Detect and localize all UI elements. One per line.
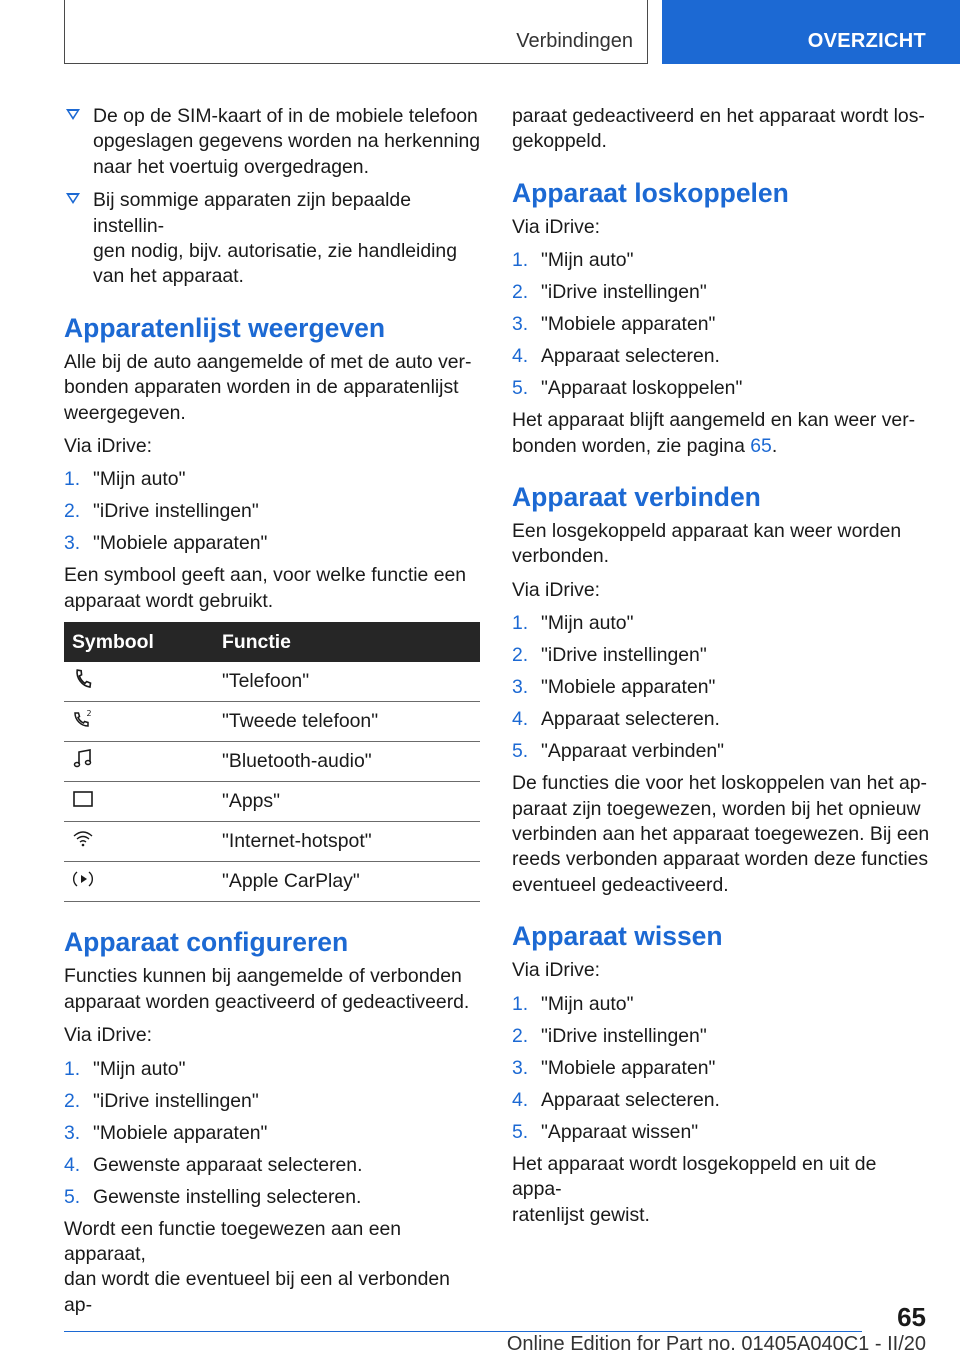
function-cell: "Internet-hotspot" [222, 822, 480, 862]
text-line: De functies die voor het loskoppelen van het ap- [512, 772, 928, 795]
step-number: 2. [512, 644, 529, 667]
music-note-icon [72, 748, 94, 770]
step-number: 5. [64, 1185, 81, 1208]
paragraph [512, 771, 930, 898]
numbered-list [512, 248, 930, 408]
step-number: 2. [512, 281, 529, 304]
step-text: "Mobiele apparaten" [93, 1121, 268, 1144]
table-row [64, 662, 480, 702]
paragraph [64, 350, 482, 426]
list-item [64, 1185, 482, 1217]
paragraph [512, 1152, 930, 1228]
breadcrumb[interactable]: Verbindingen [516, 30, 633, 52]
step-number: 4. [64, 1153, 81, 1176]
text-line: verbonden. [512, 545, 610, 568]
step-number: 3. [512, 1056, 529, 1079]
text-line: Een symbool geeft aan, voor welke functie een [64, 564, 467, 587]
right-column [512, 0, 930, 1236]
wifi-hotspot-icon [72, 828, 94, 850]
function-cell: "Bluetooth-audio" [222, 742, 480, 782]
heading-loskoppelen: Apparaat loskoppelen [512, 177, 789, 208]
table-row [64, 742, 480, 782]
step-number: 3. [64, 1121, 81, 1144]
step-number: 5. [512, 740, 529, 763]
step-text: Gewenste instelling selecteren. [93, 1185, 362, 1208]
function-cell: "Apps" [222, 782, 480, 822]
text-line: dan wordt die eventueel bij een al verbonden ap- [64, 1268, 450, 1316]
heading-wissen: Apparaat wissen [512, 921, 723, 952]
symbol-cell [64, 862, 222, 902]
text-line: ratenlijst gewist. [512, 1203, 650, 1226]
text-span: . [771, 434, 778, 457]
table-header-row [64, 622, 480, 662]
text-line: Alle bij de auto aangemelde of met de auto ver- [64, 350, 472, 373]
apps-icon [72, 788, 94, 810]
paragraph [64, 1217, 482, 1319]
step-text: "Mijn auto" [541, 249, 634, 272]
step-number: 4. [512, 345, 529, 368]
left-column [64, 0, 482, 1326]
paragraph [64, 563, 482, 614]
step-number: 1. [64, 468, 81, 491]
list-item [512, 280, 930, 312]
via-idrive-label: Via iDrive: [512, 578, 601, 601]
list-item [512, 376, 930, 408]
step-text: "iDrive instellingen" [541, 644, 707, 667]
list-item [512, 312, 930, 344]
step-number: 5. [512, 1120, 529, 1143]
table-row [64, 782, 480, 822]
bullet-item [64, 188, 482, 290]
table-row [64, 822, 480, 862]
step-text: "iDrive instellingen" [541, 281, 707, 304]
list-item [64, 1089, 482, 1121]
text-line: Functies kunnen bij aangemelde of verbonden [64, 965, 462, 988]
text-line: reeds verbonden apparaat worden deze functies [512, 848, 929, 871]
text-span: bonden worden, zie pagina [512, 434, 751, 457]
list-item [512, 1056, 930, 1088]
step-text: "iDrive instellingen" [93, 500, 259, 523]
list-item [512, 739, 930, 771]
paragraph [64, 964, 482, 1015]
step-number: 2. [512, 1024, 529, 1047]
via-idrive-label: Via iDrive: [64, 1024, 153, 1047]
list-item [512, 675, 930, 707]
list-item [64, 1153, 482, 1185]
step-text: "Apparaat loskoppelen" [541, 377, 743, 400]
step-text: "Mijn auto" [93, 468, 186, 491]
paragraph [512, 408, 930, 459]
step-text: Apparaat selecteren. [541, 708, 720, 731]
svg-text:2: 2 [86, 708, 92, 718]
list-item [512, 344, 930, 376]
step-text: "Mijn auto" [93, 1057, 186, 1080]
list-item [512, 992, 930, 1024]
step-text: Gewenste apparaat selecteren. [93, 1153, 363, 1176]
step-text: "iDrive instellingen" [93, 1089, 259, 1112]
symbol-cell [64, 782, 222, 822]
symbol-cell [64, 662, 222, 702]
table-row [64, 702, 480, 742]
heading-verbinden: Apparaat verbinden [512, 482, 761, 513]
function-cell: "Tweede telefoon" [222, 702, 480, 742]
table-row [64, 862, 480, 902]
list-item [512, 611, 930, 643]
step-text: "Mijn auto" [541, 992, 634, 1015]
numbered-list [64, 1057, 482, 1217]
text-line: Het apparaat blijft aangemeld en kan weer ver- [512, 409, 916, 432]
triangle-bullet-icon [66, 109, 80, 120]
symbol-cell [64, 702, 222, 742]
step-text: Apparaat selecteren. [541, 1088, 720, 1111]
numbered-list [512, 611, 930, 771]
step-number: 1. [512, 249, 529, 272]
function-cell: "Apple CarPlay" [222, 862, 480, 902]
step-text: "Mobiele apparaten" [541, 1056, 716, 1079]
heading-configureren: Apparaat configureren [64, 927, 349, 958]
page-number: 65 [897, 1302, 926, 1332]
paragraph [512, 519, 930, 570]
text-line [512, 434, 930, 459]
paragraph [512, 104, 930, 155]
list-item [512, 1024, 930, 1056]
symbol-cell [64, 742, 222, 782]
step-number: 4. [512, 708, 529, 731]
step-number: 4. [512, 1088, 529, 1111]
carplay-icon [72, 868, 94, 890]
text-line: paraat zijn toegewezen, worden bij het opnieuw [512, 797, 921, 820]
step-text: "Mobiele apparaten" [93, 532, 268, 555]
step-number: 2. [64, 1089, 81, 1112]
heading-apparatenlijst: Apparatenlijst weergeven [64, 312, 386, 343]
step-text: "Mobiele apparaten" [541, 313, 716, 336]
step-number: 3. [64, 532, 81, 555]
bullet-line: gen nodig, bijv. autorisatie, zie handleiding [93, 240, 457, 263]
bullet-line: De op de SIM-kaart of in de mobiele telefoon [93, 105, 478, 127]
numbered-list [64, 467, 482, 563]
footer-divider [64, 1331, 862, 1332]
bullet-item [64, 104, 482, 180]
list-item [512, 1120, 930, 1152]
text-line: apparaat wordt gebruikt. [64, 589, 274, 612]
text-line: apparaat worden geactiveerd of gedeactiveerd. [64, 990, 470, 1013]
list-item [64, 1057, 482, 1089]
via-idrive-label: Via iDrive: [512, 959, 601, 982]
text-line: weergegeven. [64, 401, 186, 424]
text-line: eventueel gedeactiveerd. [512, 873, 729, 896]
step-number: 1. [512, 992, 529, 1015]
page-link[interactable]: 65 [750, 434, 772, 457]
table-header-functie: Functie [222, 622, 480, 662]
via-idrive-label: Via iDrive: [64, 435, 153, 458]
list-item [512, 248, 930, 280]
list-item [512, 707, 930, 739]
function-cell: "Telefoon" [222, 662, 480, 702]
step-number: 1. [64, 1057, 81, 1080]
step-number: 1. [512, 612, 529, 635]
list-item [512, 1088, 930, 1120]
symbol-table [64, 622, 480, 902]
bullet-line: Bij sommige apparaten zijn bepaalde instellin- [93, 189, 411, 237]
list-item [64, 499, 482, 531]
step-number: 3. [512, 676, 529, 699]
triangle-bullet-icon [66, 193, 80, 204]
text-line: Wordt een functie toegewezen aan een apparaat, [64, 1217, 402, 1265]
text-line: Het apparaat wordt losgekoppeld en uit de appa- [512, 1152, 877, 1201]
list-item [64, 467, 482, 499]
text-line: verbinden aan het apparaat toegewezen. Bij een [512, 823, 930, 846]
text-line: paraat gedeactiveerd en het apparaat wordt los- [512, 105, 925, 127]
list-item [64, 531, 482, 563]
footer-edition: Online Edition for Part no. 01405A040C1 - II/20 [506, 1333, 926, 1355]
section-title: OVERZICHT [807, 30, 926, 52]
step-text: "Apparaat verbinden" [541, 740, 725, 763]
second-phone-icon [72, 708, 94, 730]
text-line: bonden apparaten worden in de apparatenlijst [64, 376, 459, 399]
bullet-line: naar het voertuig overgedragen. [93, 155, 369, 178]
table-header-symbool: Symbool [64, 622, 222, 662]
text-line: Een losgekoppeld apparaat kan weer worden [512, 520, 902, 543]
via-idrive-label: Via iDrive: [512, 215, 601, 238]
step-number: 5. [512, 377, 529, 400]
bullet-line: van het apparaat. [93, 265, 244, 288]
step-text: "Mijn auto" [541, 612, 634, 635]
text-line: gekoppeld. [512, 130, 607, 153]
step-number: 3. [512, 313, 529, 336]
step-number: 2. [64, 500, 81, 523]
bullet-line: opgeslagen gegevens worden na herkenning [93, 130, 481, 153]
step-text: "Apparaat wissen" [541, 1120, 699, 1143]
step-text: "Mobiele apparaten" [541, 676, 716, 699]
symbol-cell [64, 822, 222, 862]
step-text: "iDrive instellingen" [541, 1024, 707, 1047]
list-item [512, 643, 930, 675]
step-text: Apparaat selecteren. [541, 345, 720, 368]
phone-icon [72, 668, 94, 690]
list-item [64, 1121, 482, 1153]
numbered-list [512, 992, 930, 1152]
